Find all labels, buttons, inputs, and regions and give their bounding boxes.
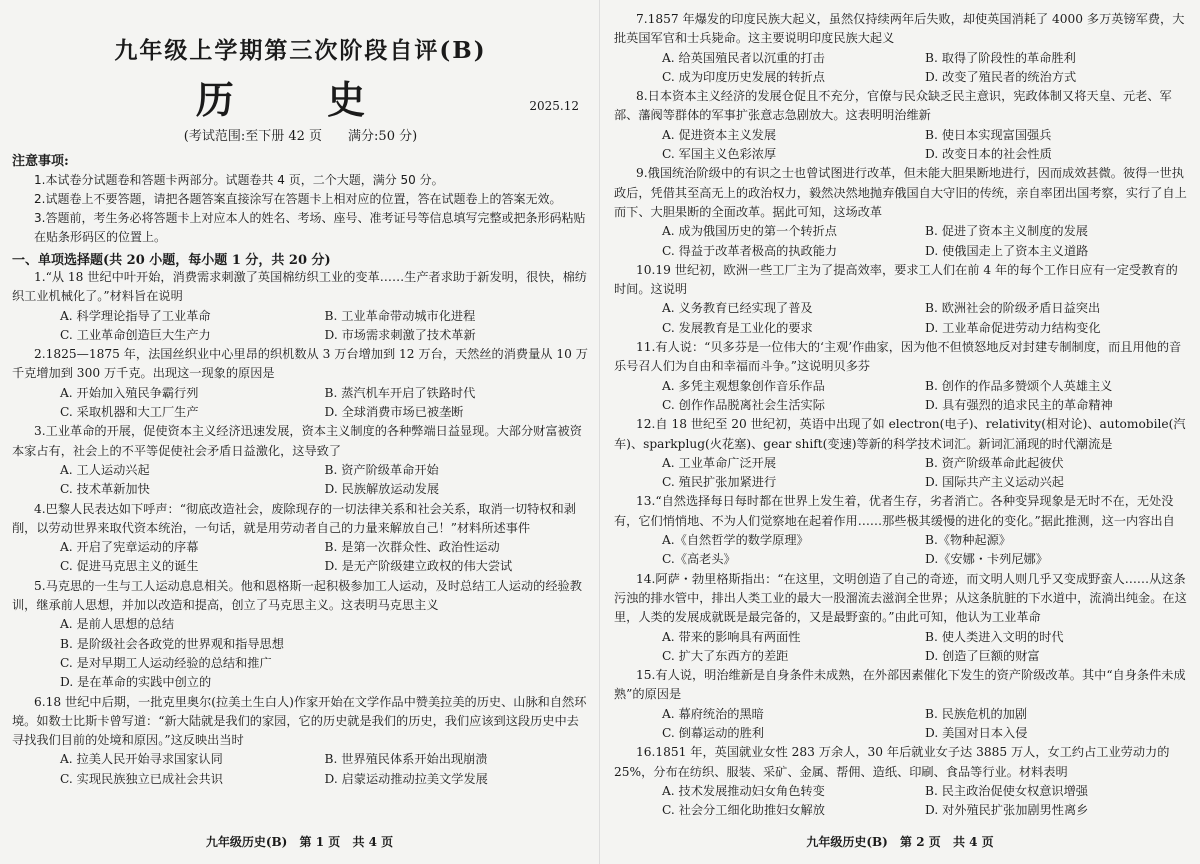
option-item: C. 技术革新加快 — [60, 482, 150, 497]
question-block — [12, 345, 589, 422]
option-item: C. 倒幕运动的胜利 — [662, 725, 764, 740]
exam-date: 2025.12 — [529, 99, 579, 113]
option-item: B. 蒸汽机车开启了铁路时代 — [324, 385, 476, 400]
option-item: D. 是无产阶级建立政权的伟大尝试 — [324, 559, 513, 574]
question-block — [614, 666, 1188, 743]
page-footer — [0, 833, 599, 850]
option-list — [12, 384, 589, 423]
option-item: C. 社会分工细化助推妇女解放 — [662, 803, 825, 818]
option-list — [614, 222, 1188, 261]
option-item: C. 是对早期工人运动经验的总结和推广 — [60, 655, 272, 670]
question-block — [12, 500, 589, 577]
question-block — [614, 338, 1188, 415]
option-item: A. 带来的影响具有两面性 — [662, 629, 801, 644]
exam-title: 九年级上学期第三次阶段自评(B) — [114, 37, 487, 64]
exam-scope: (考试范围:至下册 42 页 满分:50 分) — [183, 129, 418, 144]
option-item: C. 工业革命创造巨大生产力 — [60, 327, 211, 342]
option-item: C. 成为印度历史发展的转折点 — [662, 69, 825, 84]
question-block — [12, 577, 589, 693]
option-list — [614, 628, 1188, 667]
option-item: A. 开始加入殖民争霸行列 — [60, 385, 199, 400]
option-item: C. 得益于改革者极高的执政能力 — [662, 243, 838, 258]
option-item: A. 开启了宪章运动的序幕 — [60, 540, 199, 555]
option-item: C. 扩大了东西方的差距 — [662, 648, 789, 663]
option-item: D. 对外殖民扩张加剧男性离乡 — [925, 803, 1089, 818]
option-item: A. 义务教育已经实现了普及 — [662, 301, 813, 316]
question-block — [614, 164, 1188, 260]
question-block — [614, 743, 1188, 820]
option-item: B. 世界殖民体系开始出现崩溃 — [324, 752, 488, 767]
option-list — [614, 126, 1188, 165]
option-item: A. 成为俄国历史的第一个转折点 — [662, 224, 837, 239]
option-item: D. 美国对日本入侵 — [925, 725, 1028, 740]
section-title: 一、单项选择题(共 20 小题，每小题 1 分，共 20 分) — [12, 253, 331, 268]
option-list — [614, 377, 1188, 416]
option-item: B.《物种起源》 — [925, 533, 1011, 548]
option-item: C. 创作作品脱离社会生活实际 — [662, 397, 825, 412]
question-stem: 15.有人说，明治维新是自身条件未成熟，在外部因素催化下发生的资产阶级改革。其中“自身条件未成熟”的原因是 — [614, 668, 1186, 702]
option-item: B. 使人类进入文明的时代 — [925, 629, 1064, 644]
question-block — [614, 492, 1188, 569]
option-list — [614, 454, 1188, 493]
option-list — [614, 299, 1188, 338]
question-stem: 9.俄国统治阶级中的有识之士也曾试图进行改革，但未能大胆果断地进行，因而成效甚微。彼得一世执政后，凭借其至高无上的政治权力，毅然决然地抛弃俄国自大守旧的传统，亲自率团出国考察，实行了自上而下、大胆果断的全面改革。据此可知，这场改革 — [614, 166, 1187, 219]
question-stem: 3.工业革命的开展，促使资本主义经济迅速发展，资本主义制度的各种弊端日益显现。大部分财富被资本家占有，社会上的不平等促使社会矛盾日益激化，这导致了 — [12, 424, 582, 458]
option-item: A.《自然哲学的数学原理》 — [662, 533, 809, 548]
option-item: C. 军国主义色彩浓厚 — [662, 147, 777, 162]
subject-title: 历 史 — [195, 77, 406, 122]
footer-total: 共 4 页 — [952, 835, 994, 849]
question-stem: 4.巴黎人民表达如下呼声：“彻底改造社会，废除现存的一切法律关系和社会关系，取消一切特权和剥削，以劳动世界来取代资本统治，一句话，就是用劳动者自己的力量来解放自己！”材料所述事件 — [12, 501, 576, 535]
option-item: D. 工业革命促进劳动力结构变化 — [925, 320, 1101, 335]
option-list — [12, 307, 589, 346]
question-stem: 11.有人说：“贝多芬是一位伟大的‘主观’作曲家，因为他不但愤怒地反对封建专制制度，而且用他的音乐号召人们为自由和幸福而斗争。”这说明贝多芬 — [614, 340, 1182, 374]
option-item: B. 取得了阶段性的革命胜利 — [925, 50, 1076, 65]
question-block — [614, 261, 1188, 338]
question-stem: 8.日本资本主义经济的发展仓促且不充分，官僚与民众缺乏民主意识，宪政体制又将天皇、元老、军部、藩阀等群体的军事扩张意志急剧放大。这表明明治维新 — [614, 89, 1172, 123]
question-block — [614, 10, 1188, 87]
option-item: A. 幕府统治的黑暗 — [662, 706, 764, 721]
question-block — [12, 693, 589, 789]
option-item: D. 民族解放运动发展 — [324, 482, 440, 497]
option-item: C.《高老头》 — [662, 552, 736, 567]
option-item: B. 工业革命带动城市化进程 — [324, 308, 476, 323]
option-item: A. 促进资本主义发展 — [662, 127, 777, 142]
option-list — [12, 615, 589, 692]
question-stem: 14.阿萨・勃里格斯指出：“在这里，文明创造了自己的奇迹，而文明人则几乎又变成野蛮人……从这条污浊的排水管中，排出人类工业的最大一股溜流去滋润全世界；从这条肮脏的下水道中，流淌出纯金。在这里，人类的发展成就既是最完备的，又是最野蛮的。”由此可知，他认为工业革命 — [614, 571, 1187, 625]
option-item: D. 全球消费市场已被垄断 — [324, 405, 464, 420]
option-item: A. 是前人思想的总结 — [60, 617, 175, 632]
option-item: C. 促进马克思主义的诞生 — [60, 559, 199, 574]
notes-title: 注意事项: — [12, 154, 69, 169]
option-item: D. 启蒙运动推动拉美文学发展 — [324, 771, 488, 786]
option-item: D. 创造了巨额的财富 — [925, 648, 1040, 663]
question-stem: 12.自 18 世纪至 20 世纪初，英语中出现了如 electron(电子)、relativity(相对论)、automobile(汽车)、sparkplug(火花塞)、gear shift(变速)等新的科学技术词汇。新词汇涌现的时代潮流是 — [614, 417, 1186, 451]
option-item: B. 是第一次群众性、政治性运动 — [324, 540, 500, 555]
option-item: C. 殖民扩张加紧进行 — [662, 475, 777, 490]
question-stem: 5.马克思的一生与工人运动息息相关。他和恩格斯一起积极参加工人运动，及时总结工人运动的经验教训，继承前人思想，并加以改造和提高，创立了马克思主义。这表明马克思主义 — [12, 578, 582, 613]
footer-subject: 九年级历史(B) — [205, 835, 288, 849]
subject-row — [12, 65, 589, 123]
note-item: 1.本试卷分试题卷和答题卡两部分。试题卷共 4 页，二个大题，满分 50 分。 — [34, 173, 444, 187]
option-item: A. 拉美人民开始寻求国家认同 — [60, 752, 223, 767]
option-item: A. 技术发展推动妇女角色转变 — [662, 783, 825, 798]
question-block — [614, 87, 1188, 164]
option-item: C. 发展教育是工业化的要求 — [662, 320, 813, 335]
option-item: C. 实现民族独立已成社会共识 — [60, 771, 223, 786]
exam-page-2 — [600, 0, 1200, 864]
option-item: B. 民主政治促使女权意识增强 — [925, 783, 1088, 798]
option-item: B. 欧洲社会的阶级矛盾日益突出 — [925, 301, 1101, 316]
option-item: B. 是阶级社会各政党的世界观和指导思想 — [60, 636, 284, 651]
option-list — [614, 531, 1188, 570]
option-item: A. 工业革命广泛开展 — [662, 455, 777, 470]
option-item: A. 科学理论指导了工业革命 — [60, 308, 211, 323]
option-item: B. 使日本实现富国强兵 — [925, 127, 1052, 142]
option-list — [12, 461, 589, 500]
question-stem: 13.“自然选择每日每时都在世界上发生着，优者生存，劣者消亡。各种变异现象是无时不在，无处没有，它们悄悄地、不为人们觉察地在起着作用……那些极其缓慢的进化的变化。”据此推测，这一内容出自 — [614, 494, 1175, 528]
question-stem: 7.1857 年爆发的印度民族大起义，虽然仅持续两年后失败，却使英国消耗了 4000 多万英镑军费，大批英国军官和士兵毙命。这主要说明印度民族大起义 — [614, 12, 1185, 46]
option-item: B. 创作的作品多赞颂个人英雄主义 — [925, 378, 1113, 393]
option-item: A. 工人运动兴起 — [60, 462, 150, 477]
option-item: D. 国际共产主义运动兴起 — [925, 475, 1064, 490]
question-stem: 6.18 世纪中后期，一批克里奥尔(拉美土生白人)作家开始在文学作品中赞美拉美的历史、山脉和自然环境。如数士比斯卡曾写道：“新大陆就是我们的家园，它的历史就是我们的历史，我们应该到这段历史中去寻找我们目前的处境和原因。”这反映出当时 — [12, 694, 587, 748]
option-item: D. 改变日本的社会性质 — [925, 147, 1052, 162]
note-item: 2.试题卷上不要答题，请把各题答案直接涂写在答题卡上相对应的位置，答在试题卷上的答案无效。 — [34, 192, 562, 206]
option-item: A. 给英国殖民者以沉重的打击 — [662, 50, 825, 65]
option-item: B. 资产阶级革命此起彼伏 — [925, 455, 1064, 470]
option-item: B. 资产阶级革命开始 — [324, 462, 439, 477]
footer-page: 第 1 页 — [299, 835, 341, 849]
option-item: D. 改变了殖民者的统治方式 — [925, 69, 1077, 84]
option-list — [614, 782, 1188, 821]
question-stem: 10.19 世纪初，欧洲一些工厂主为了提高效率，要求工人们在前 4 年的每个工作日应有一定受教育的时间。这说明 — [614, 262, 1178, 297]
question-list — [614, 10, 1188, 820]
notes-list — [12, 171, 589, 247]
option-item: D.《安娜・卡列尼娜》 — [925, 552, 1048, 567]
question-stem: 1.“从 18 世纪中叶开始，消费需求刺激了英国棉纺织工业的变革……生产者求助于新发明，很快，棉纺织工业机械化了。”材料旨在说明 — [12, 270, 587, 304]
question-block — [614, 415, 1188, 492]
page-footer — [600, 833, 1200, 850]
option-item: B. 民族危机的加剧 — [925, 706, 1028, 721]
question-block — [614, 570, 1188, 666]
option-item: D. 使俄国走上了资本主义道路 — [925, 243, 1089, 258]
option-item: D. 具有强烈的追求民主的革命精神 — [925, 397, 1113, 412]
option-item: B. 促进了资本主义制度的发展 — [925, 224, 1088, 239]
option-item: D. 是在革命的实践中创立的 — [60, 675, 212, 690]
question-stem: 2.1825—1875 年，法国丝织业中心里昂的织机数从 3 万台增加到 12 万台，天然丝的消费量从 10 万千克增加到 300 万千克。出现这一现象的原因是 — [12, 347, 588, 381]
footer-total: 共 4 页 — [352, 835, 394, 849]
footer-page: 第 2 页 — [900, 835, 941, 849]
option-list — [614, 49, 1188, 88]
option-item: D. 市场需求刺激了技术革新 — [324, 327, 476, 342]
footer-subject: 九年级历史(B) — [806, 835, 888, 849]
option-list — [12, 750, 589, 789]
option-list — [614, 705, 1188, 744]
note-item: 3.答题前，考生务必将答题卡上对应本人的姓名、考场、座号、准考证号等信息填写完整或把条形码粘贴在贴条形码区的位置上。 — [34, 211, 586, 244]
question-list — [12, 268, 589, 789]
question-block — [12, 268, 589, 345]
question-stem: 16.1851 年，英国就业女性 283 万余人，30 年后就业女子达 3885 万人，女工约占工业劳动力的 25%，分布在纺织、服装、采矿、金属、帮佣、造纸、印刷、食品等行业。材料表明 — [614, 745, 1170, 779]
option-item: A. 多凭主观想象创作音乐作品 — [662, 378, 825, 393]
question-block — [12, 422, 589, 499]
option-list — [12, 538, 589, 577]
option-item: C. 采取机器和大工厂生产 — [60, 405, 199, 420]
